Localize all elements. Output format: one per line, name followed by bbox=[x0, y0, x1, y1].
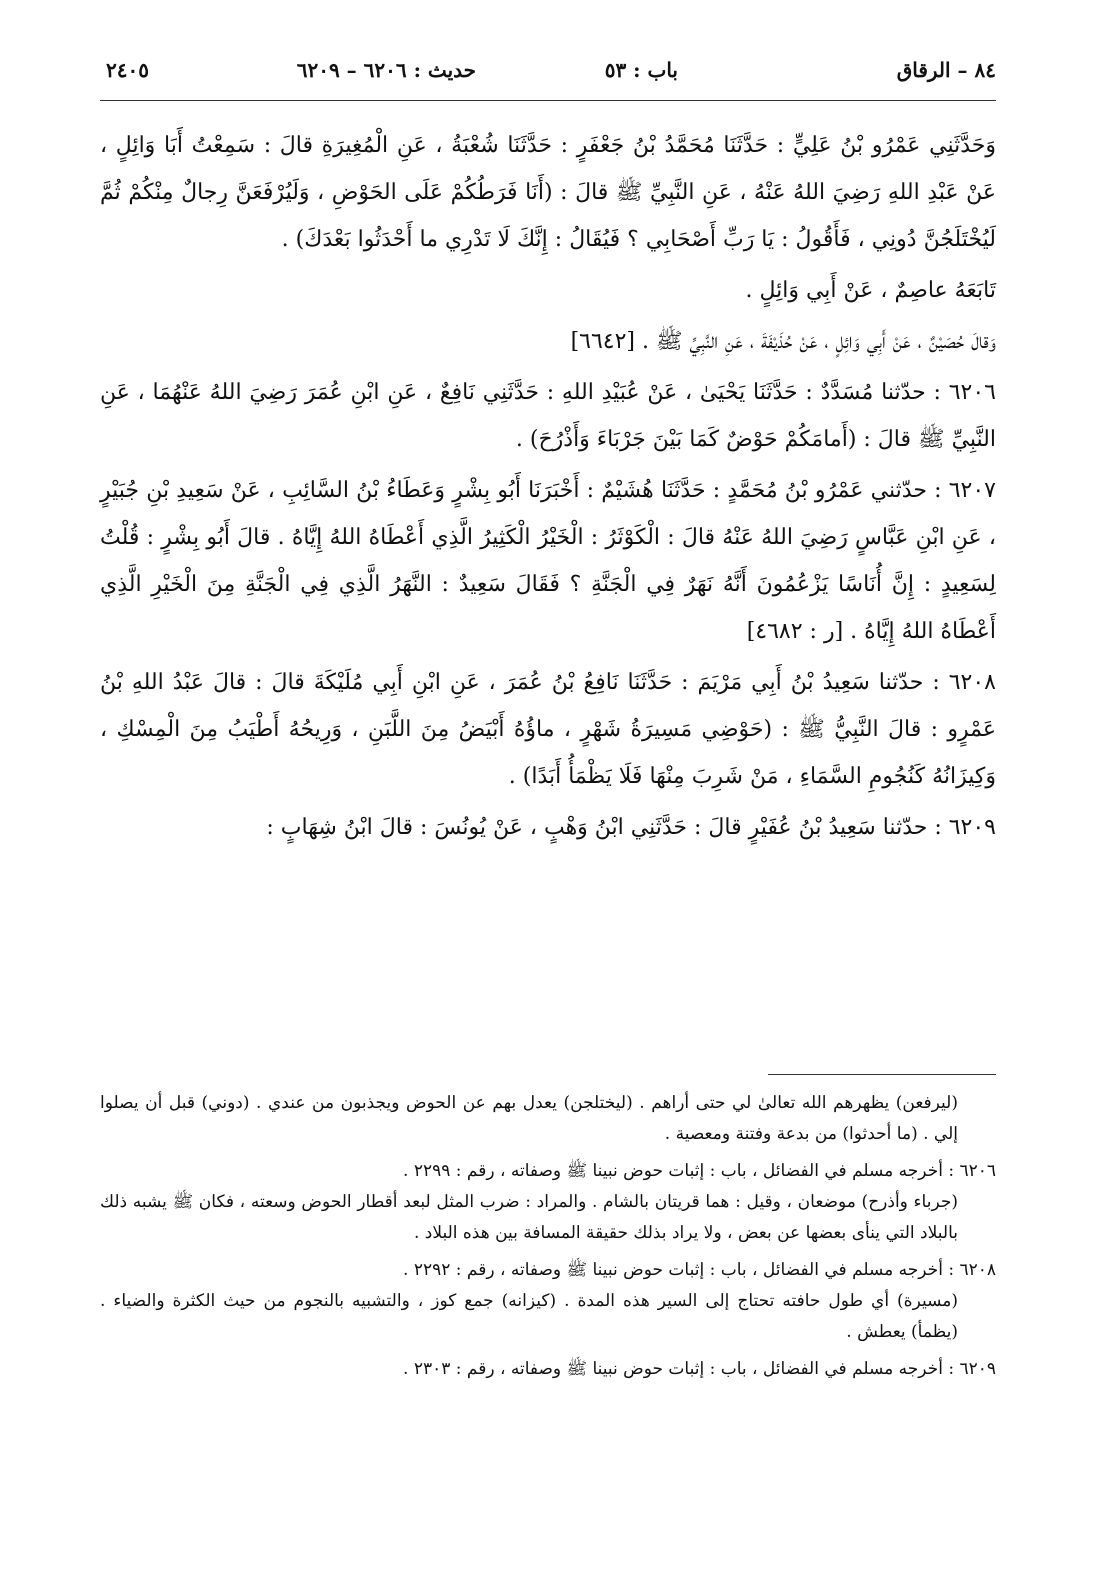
tabaahu-note: تَابَعَهُ عاصِمٌ ، عَنْ أَبِي وَائِلٍ . bbox=[745, 278, 996, 303]
main-text bbox=[100, 122, 996, 855]
footnote-gloss: (ليرفعن) يظهرهم الله تعالىٰ لي حتى أراهم . (ليختلجن) يعدل بهم عن الحوض ويجذبون من عندي . (دوني) قبل أن يصلوا إلي . (ما أحدثوا) من بدعة وفتنة ومعصية . bbox=[100, 1093, 958, 1144]
bab-number: باب : ٥٣ bbox=[604, 58, 678, 82]
footnote-gloss: (مسيرة) أي طول حافته تحتاج إلى السير هذه المدة . (كيزانه) جمع كوز ، والتشبيه بالنجوم من حيث الكثرة والضياء . (يظمأ) يعطش . bbox=[100, 1291, 958, 1342]
footnote-divider bbox=[768, 1074, 996, 1075]
footnote-gloss: (جرباء وأذرح) موضعان ، وقيل : هما قريتان بالشام . والمراد : ضرب المثل لبعد أقطار الحوض وسعته ، فكان ﷺ يشبه ذلك بالبلاد التي ينأى بعضها عن بعض ، ولا يراد بذلك حقيقة المسافة بين هذه البلاد . bbox=[100, 1192, 958, 1243]
page-number: ٢٤٠٥ bbox=[106, 58, 149, 82]
header-divider bbox=[100, 100, 996, 101]
book-chapter-title: ٨٤ – الرقاق bbox=[896, 58, 996, 82]
hadith-paragraph: وَقالَ حُصَيْنٌ ، عَنْ أَبِي وَائِلٍ ، عَنْ حُذَيْفَةَ ، عَنِ النَّبِيِّ ﷺ . [٦٦٤٢] bbox=[570, 329, 996, 354]
footnote-takhrij-6208: ٦٢٠٨ : أخرجه مسلم في الفضائل ، باب : إثبات حوض نبينا ﷺ وصفاته ، رقم : ٢٢٩٢ . bbox=[403, 1260, 996, 1280]
hadith-paragraph: وَحَدَّثَنِي عَمْرُو بْنُ عَلِيٍّ : حَدَّثَنَا مُحَمَّدُ بْنُ جَعْفَرٍ : حَدَّثَنَا شُعْبَةُ ، عَنِ الْمُغِيرَةِ قالَ : سَمِعْتُ أَبَا وَائِلٍ ، عَنْ عَبْدِ اللهِ رَضِيَ اللهُ عَنْهُ ، عَنِ النَّبِيِّ ﷺ قالَ : (أَنَا فَرَطُكُمْ عَلَى الحَوْضِ ، وَلَيُرْفَعَنَّ رِجالٌ مِنْكُمْ ثُمَّ لَيُخْتَلَجُنَّ دُونِي ، فَأَقُولُ : يَا رَبِّ أَصْحَابِي ؟ فَيُقَالُ : إِنَّكَ لَا تَدْرِي ما أَحْدَثُوا بَعْدَكَ) . bbox=[100, 133, 997, 252]
footnote-takhrij-6209: ٦٢٠٩ : أخرجه مسلم في الفضائل ، باب : إثبات حوض نبينا ﷺ وصفاته ، رقم : ٢٣٠٣ . bbox=[403, 1359, 996, 1379]
hadith-6207: ٦٢٠٧ : حدّثني عَمْرُو بْنُ مُحَمَّدٍ : حَدَّثَنَا هُشَيْمٌ : أَخْبَرَنَا أَبُو بِشْرٍ وَعَطَاءُ بْنُ السَّائِبِ ، عَنْ سَعِيدِ بْنِ جُبَيْرٍ ، عَنِ ابْنِ عَبَّاسٍ رَضِيَ اللهُ عَنْهُ قالَ : الْكَوْثَرُ : الْخَيْرُ الْكَثِيرُ الَّذِي أَعْطَاهُ اللهُ إِيَّاهُ . قالَ أَبُو بِشْرٍ : قُلْتُ لِسَعِيدٍ : إِنَّ أُنَاسًا يَزْعُمُونَ أَنَّهُ نَهَرٌ فِي الْجَنَّةِ ؟ فَقَالَ سَعِيدٌ : النَّهَرُ الَّذِي فِي الْجَنَّةِ مِنَ الْخَيْرِ الَّذِي أَعْطَاهُ اللهُ إِيَّاهُ . [ر : ٤٦٨٢] bbox=[100, 478, 996, 644]
footnote-takhrij-6206: ٦٢٠٦ : أخرجه مسلم في الفضائل ، باب : إثبات حوض نبينا ﷺ وصفاته ، رقم : ٢٢٩٩ . bbox=[403, 1161, 996, 1181]
running-header bbox=[100, 58, 996, 92]
hadith-range: حديث : ٦٢٠٦ – ٦٢٠٩ bbox=[296, 58, 476, 82]
footnotes bbox=[100, 1088, 996, 1385]
hadith-6209: ٦٢٠٩ : حدّثنا سَعِيدُ بْنُ عُفَيْرٍ قالَ : حَدَّثَنِي ابْنُ وَهْبٍ ، عَنْ يُونُسَ : قالَ ابْنُ شِهَابٍ : bbox=[266, 815, 996, 840]
hadith-6206: ٦٢٠٦ : حدّثنا مُسَدَّدٌ : حَدَّثَنَا يَحْيَىٰ ، عَنْ عُبَيْدِ اللهِ : حَدَّثَنِي نَافِعٌ ، عَنِ ابْنِ عُمَرَ رَضِيَ اللهُ عَنْهُمَا ، عَنِ النَّبِيِّ ﷺ قالَ : (أَمامَكُمْ حَوْضٌ كَمَا بَيْنَ جَرْبَاءَ وَأَذْرُحَ) . bbox=[100, 380, 996, 452]
hadith-6208: ٦٢٠٨ : حدّثنا سَعِيدُ بْنُ أَبِي مَرْيَمَ : حَدَّثَنَا نَافِعُ بْنُ عُمَرَ ، عَنِ ابْنِ أَبِي مُلَيْكَةَ قالَ : قالَ عَبْدُ اللهِ بْنُ عَمْرٍو : قالَ النَّبِيُّ ﷺ : (حَوْضِي مَسِيرَةُ شَهْرٍ ، ماؤُهُ أَبْيَضُ مِنَ اللَّبَنِ ، وَرِيحُهُ أَطْيَبُ مِنَ الْمِسْكِ ، وَكِيزَانُهُ كَنُجُومِ السَّمَاءِ ، مَنْ شَرِبَ مِنْهَا فَلَا يَظْمَأُ أَبَدًا) . bbox=[100, 670, 996, 789]
